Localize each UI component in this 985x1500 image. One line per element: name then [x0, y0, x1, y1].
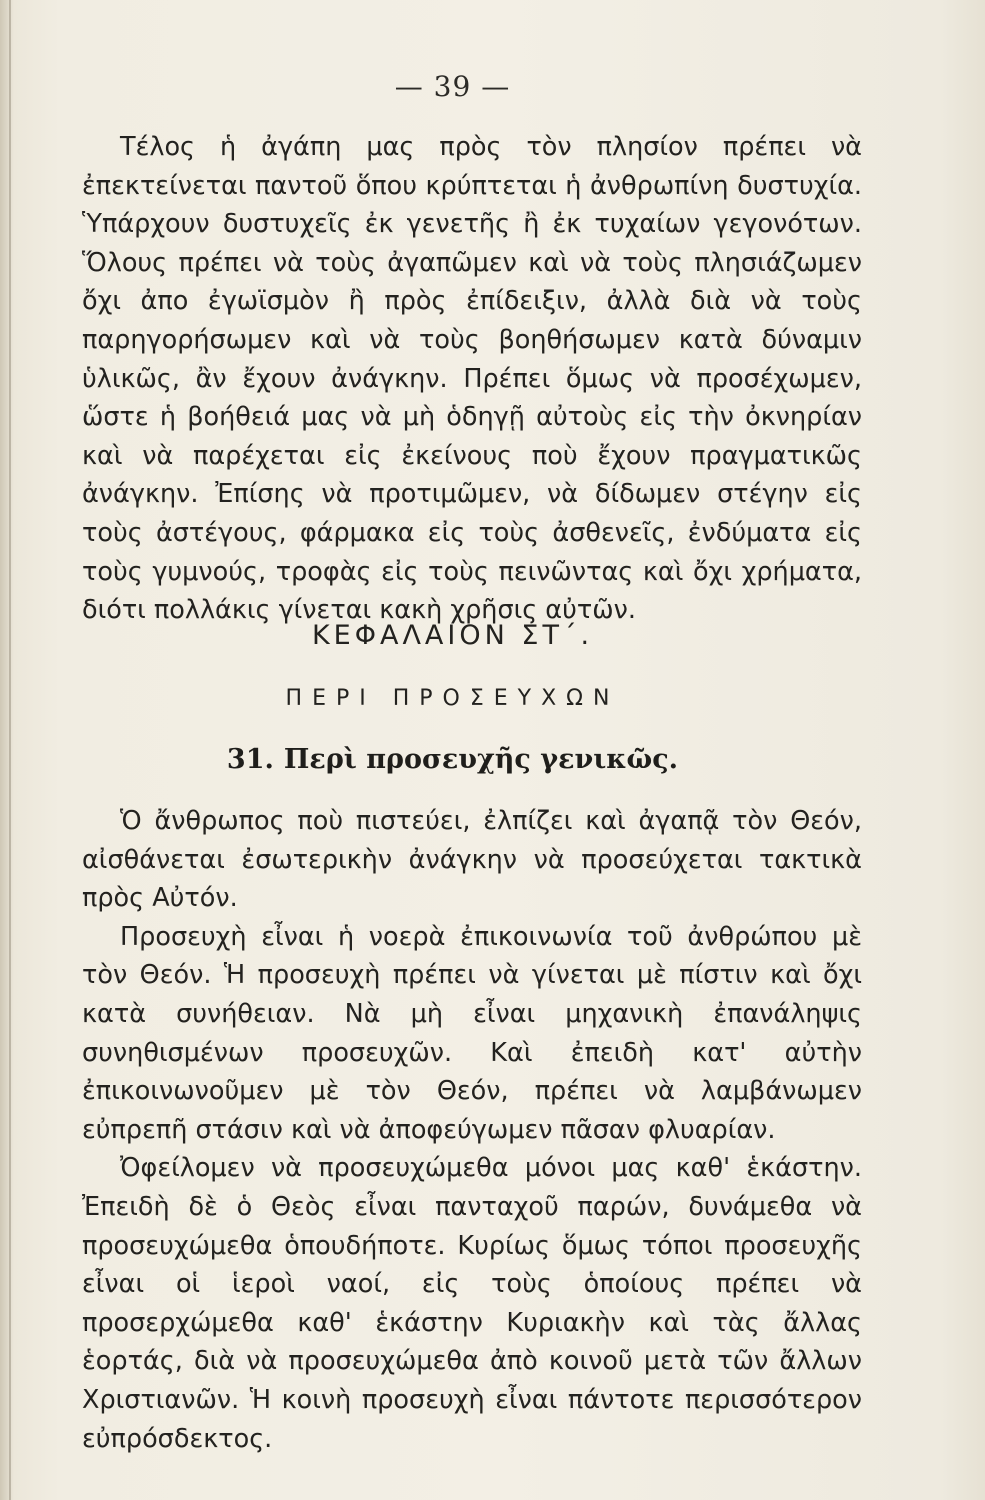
page-number: — 39 — — [394, 70, 511, 103]
paragraph-1: Ὁ ἄνθρωπος ποὺ πιστεύει, ἐλπίζει καὶ ἀγαπᾷ τὸν Θεόν, αἰσθάνεται ἐσωτερικὴν ἀνάγκην νὰ προσεύχεται τακτικὰ πρὸς Αὐτόν. — [82, 806, 862, 914]
subsection-number: 31. — [226, 744, 274, 775]
subsection-heading — [0, 744, 905, 775]
subsection-title: Περὶ προσευχῆς γενικῶς. — [283, 744, 679, 775]
paragraph-charity: Τέλος ἡ ἀγάπη μας πρὸς τὸν πλησίον πρέπει νὰ ἐπεκτείνεται παντοῦ ὅπου κρύπτεται ἡ ἀνθρωπίνη δυστυχία. Ὑπάρχουν δυστυχεῖς ἐκ γενετῆς ἢ ἐκ τυχαίων γεγονότων. Ὅλους πρέπει νὰ τοὺς ἀγαπῶμεν καὶ νὰ τοὺς πλησιάζωμεν ὄχι ἀπο ἐγωϊσμὸν ἢ πρὸς ἐπίδειξιν, ἀλλὰ διὰ νὰ τοὺς παρηγορήσωμεν καὶ νὰ τοὺς βοηθήσωμεν κατὰ δύναμιν ὑλικῶς, ἂν ἔχουν ἀνάγκην. Πρέπει ὅμως νὰ προσέχωμεν, ὥστε ἡ βοήθειά μας νὰ μὴ ὁδηγῇ αὐτοὺς εἰς τὴν ὀκνηρίαν καὶ νὰ παρέχεται εἰς ἐκείνους ποὺ ἔχουν πραγματικῶς ἀνάγκην. Ἐπίσης νὰ προτιμῶμεν, νὰ δίδωμεν στέγην εἰς τοὺς ἀστέγους, φάρμακα εἰς τοὺς ἀσθενεῖς, ἐνδύματα εἰς τοὺς γυμνούς, τροφὰς εἰς τοὺς πεινῶντας καὶ ὄχι χρήματα, διότι πολλάκις γίνεται κακὴ χρῆσις αὐτῶν. — [82, 132, 862, 626]
paragraph-2: Προσευχὴ εἶναι ἡ νοερὰ ἐπικοινωνία τοῦ ἀνθρώπου μὲ τὸν Θεόν. Ἡ προσευχὴ πρέπει νὰ γίνεται μὲ πίστιν καὶ ὄχι κατὰ συνήθειαν. Νὰ μὴ εἶναι μηχανικὴ ἐπανάληψις συνηθισμένων προσευχῶν. Καὶ ἐπειδὴ κατ' αὐτὴν ἐπικοινωνοῦμεν μὲ τὸν Θεόν, πρέπει νὰ λαμβάνωμεν εὐπρεπῆ στάσιν καὶ νὰ ἀποφεύγωμεν πᾶσαν φλυαρίαν. — [82, 921, 862, 1145]
body-text-top — [82, 128, 862, 630]
section-title: ΠΕΡΙ ΠΡΟΣΕΥΧΩΝ — [285, 686, 620, 711]
body-text-bottom — [82, 802, 862, 1458]
paragraph-3: Ὀφείλομεν νὰ προσευχώμεθα μόνοι μας καθ' ἑκάστην. Ἐπειδὴ δὲ ὁ Θεὸς εἶναι πανταχοῦ παρών, δυνάμεθα νὰ προσευχώμεθα ὁπουδήποτε. Κυρίως ὅμως τόποι προσευχῆς εἶναι οἱ ἱεροὶ ναοί, εἰς τοὺς ὁποίους πρέπει νὰ προσερχώμεθα καθ' ἑκάστην Κυριακὴν καὶ τὰς ἄλλας ἑορτάς, διὰ νὰ προσευχώμεθα ἀπὸ κοινοῦ μετὰ τῶν ἄλλων Χριστιανῶν. Ἡ κοινὴ προσευχὴ εἶναι πάντοτε περισσότερον εὐπρόσδεκτος. — [82, 1153, 862, 1454]
chapter-title: ΚΕΦΑΛΑΙΟΝ ΣΤ΄. — [311, 620, 594, 651]
